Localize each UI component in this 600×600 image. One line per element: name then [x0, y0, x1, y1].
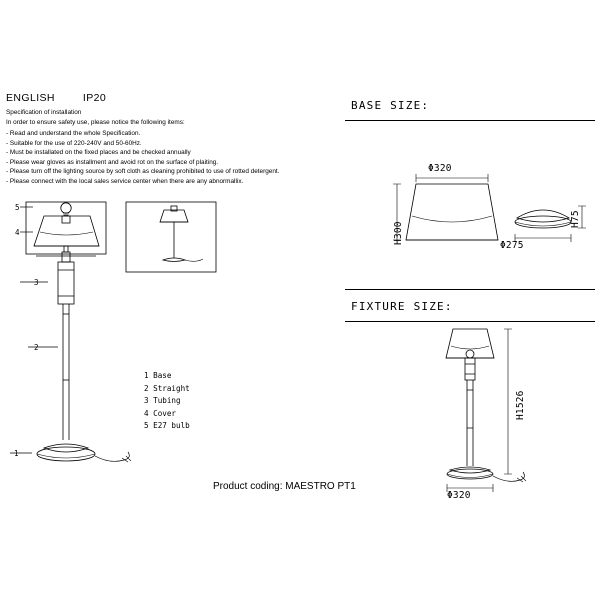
base-shade-height-dimension: H300: [393, 221, 404, 245]
base-height-dimension: H75: [570, 210, 581, 228]
language-row: [6, 92, 106, 104]
callout-cover: 4: [15, 228, 20, 237]
callout-straight: 2: [34, 343, 39, 352]
base-diameter-dimension: Φ275: [500, 240, 524, 251]
specification-item: - Please turn off the lighting source by soft cloth as cleaning prohibited to use of rotted detergent.: [6, 168, 280, 176]
fixture-total-height-dimension: H1526: [515, 390, 526, 420]
specification-title: Specification of installation: [6, 109, 82, 116]
specification-item: - Please connect with the local sales service center when there are any abnormallix.: [6, 177, 244, 185]
specification-item: - Must be installated on the fixed places and be checked annually: [6, 149, 191, 157]
callout-bulb: 5: [15, 203, 20, 212]
fixture-size-heading: FIXTURE SIZE:: [351, 300, 453, 313]
parts-legend-item: 2 Straight: [144, 383, 190, 393]
assembly-drawing: [0, 190, 340, 510]
callout-tubing: 3: [34, 278, 39, 287]
base-size-heading: BASE SIZE:: [351, 99, 430, 112]
fixture-size-drawing: [420, 318, 595, 508]
specification-item: - Please wear gloves as installment and avoid rot on the surface of plaiting.: [6, 158, 219, 166]
base-size-divider: [345, 120, 595, 121]
parts-legend-item: 3 Tubing: [144, 396, 181, 406]
parts-legend: [144, 370, 190, 433]
language-label: ENGLISH: [6, 92, 55, 104]
callout-base: 1: [14, 449, 19, 458]
fixture-size-divider-top: [345, 289, 595, 290]
fixture-base-width-dimension: Φ320: [447, 490, 471, 501]
specification-lead: In order to ensure safety use, please notice the following items:: [6, 119, 185, 126]
base-shade-width-dimension: Φ320: [428, 163, 452, 174]
parts-legend-item: 5 E27 bulb: [144, 421, 190, 431]
product-coding-label: Product coding: MAESTRO PT1: [213, 481, 356, 492]
specification-list: [6, 129, 279, 187]
base-size-drawing: [380, 160, 595, 270]
parts-legend-item: 4 Cover: [144, 408, 177, 418]
specification-item: - Suitable for the use of 220-240V and 50-60Hz.: [6, 139, 142, 147]
ip-rating-label: IP20: [82, 92, 107, 104]
parts-legend-item: 1 Base: [144, 371, 172, 380]
specification-item: - Read and understand the whole Specification.: [6, 130, 141, 137]
